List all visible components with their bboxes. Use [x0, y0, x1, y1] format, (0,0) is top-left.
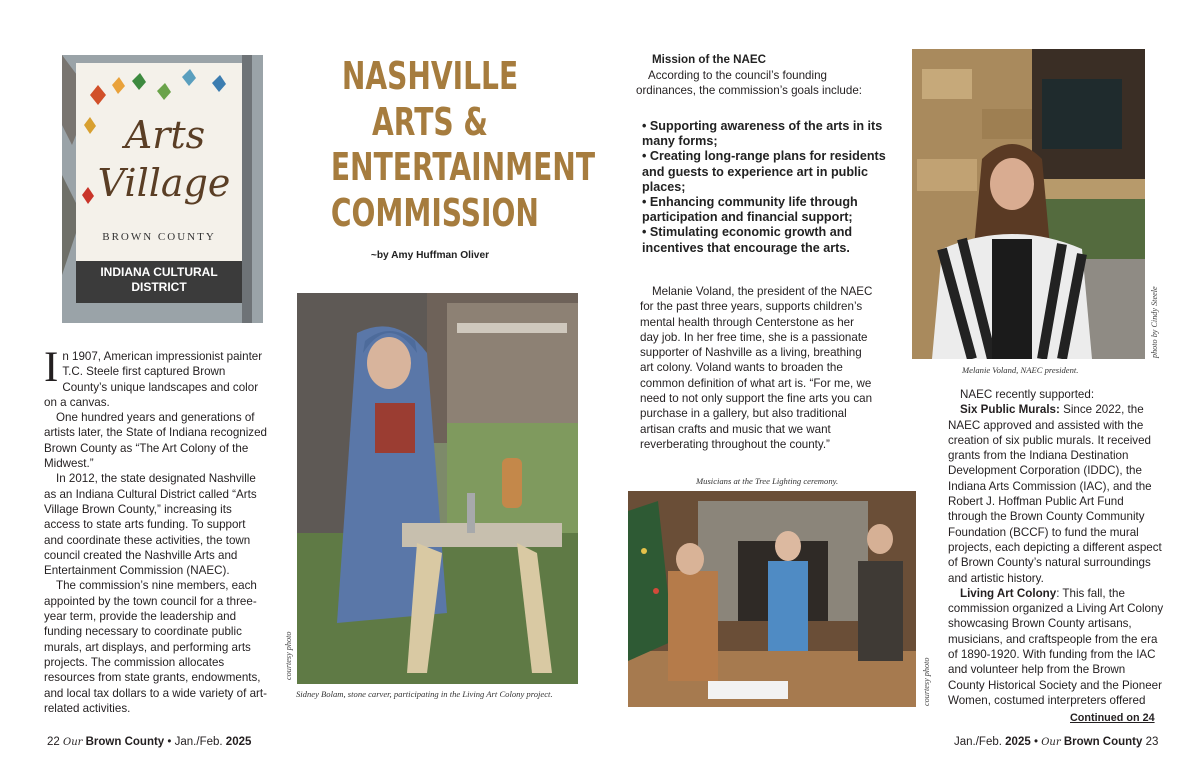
page-number-left: 22 — [47, 736, 60, 748]
mission-heading: Mission of the NAEC — [652, 53, 767, 66]
footer-date: Jan./Feb. — [954, 736, 1002, 748]
murals-paragraph — [948, 402, 1164, 586]
melanie-paragraph — [640, 284, 875, 452]
title-line-2: ARTS & — [372, 99, 488, 144]
article-title — [330, 54, 596, 236]
title-line-1: NASHVILLE — [341, 54, 519, 98]
stone-carver-photo — [297, 293, 578, 684]
mission-bullet-list — [642, 119, 892, 256]
footer-our-logo: Our — [1041, 737, 1061, 748]
mission-intro — [636, 68, 876, 99]
banner-county-text: BROWN COUNTY — [102, 231, 216, 243]
musicians-caption: Musicians at the Tree Lighting ceremony. — [696, 476, 839, 486]
title-line-3: ENTERTAINMENT — [330, 145, 596, 189]
banner-district-line1: INDIANA CULTURAL — [100, 265, 218, 279]
drop-cap: I — [44, 344, 59, 391]
footer-our-logo: Our — [63, 737, 83, 748]
banner-district-line2: DISTRICT — [131, 280, 187, 294]
musicians-photo — [628, 491, 916, 707]
byline: ~by Amy Huffman Oliver — [370, 250, 490, 261]
column-1-text — [44, 344, 267, 716]
mission-bullet: • Supporting awareness of the arts in its many forms; — [642, 119, 883, 149]
courtesy-credit-1: courtesy photo — [284, 631, 293, 680]
paragraph-3: In 2012, the state designated Nashville as an Indiana Cultural District called “Arts Village Brown County,” increasing its access to state arts funding. To support and coordinate these activities, the town council created the Nashville Arts and Entertainment Commission (NAEC). — [44, 472, 257, 578]
banner-arts-text: Arts — [124, 113, 206, 157]
melanie-caption: Melanie Voland, NAEC president. — [962, 365, 1079, 375]
footer-brand: Brown County — [85, 736, 165, 748]
banner-village-text: Village — [97, 161, 231, 205]
living-art-colony-label: Living Art Colony — [960, 586, 1057, 600]
paragraph-4: The commission’s nine members, each appointed by the town council for a three-year term, provide the leadership and funding necessary to coordinate public murals, art displays, and performing arts projects. The commission allocates resources from state grants, endowments, and local tax dollars to a wide variety of art-related activities. — [44, 579, 267, 715]
footer-year: 2025 — [1005, 736, 1031, 748]
paragraph-1: n 1907, American impressionist painter T.C. Steele first captured Brown County’s unique landscapes and color on a canvas. — [44, 350, 263, 409]
continued-link[interactable]: Continued on 24 — [1070, 712, 1155, 724]
living-art-colony-paragraph — [948, 586, 1164, 708]
footer-separator: • — [167, 736, 172, 748]
melanie-photo — [912, 49, 1145, 359]
courtesy-credit-2: courtesy photo — [922, 657, 931, 706]
mission-bullet: • Stimulating economic growth and incentives that encourage the arts. — [642, 225, 853, 255]
mission-bullet: • Enhancing community life through participation and financial support; — [642, 195, 858, 225]
mission-intro-text: According to the council’s founding ordinances, the commission’s goals include: — [636, 69, 862, 98]
column-4-text — [948, 387, 1164, 708]
photo-credit-cindy: photo by Cindy Steele — [1150, 286, 1159, 358]
stone-carver-caption: Sidney Bolam, stone carver, participating in the Living Art Colony project. — [296, 689, 553, 699]
paragraph-2: One hundred years and generations of artists later, the State of Indiana recognized Brown County as “The Art Colony of the Midwest.” — [44, 411, 267, 471]
title-line-4: COMMISSION — [330, 190, 539, 235]
intro-paragraph — [44, 344, 267, 410]
footer-year: 2025 — [225, 736, 252, 748]
living-art-colony-text: : This fall, the commission organized a Living Art Colony showcasing Brown County artisans, musicians, and craftspeople from the era of 1890-1920. With funding from the IAC and volunteer help from the Brown County Historical Society and the Pioneer Women, costumed interpreters offered — [948, 586, 1164, 707]
footer-left — [47, 736, 251, 748]
mission-bullet: • Creating long-range plans for residents and guests to experience art in public places; — [642, 149, 886, 194]
footer-date: Jan./Feb. — [174, 736, 223, 748]
footer-separator: • — [1033, 736, 1038, 748]
footer-right — [954, 736, 1158, 748]
page-number-right: 23 — [1145, 736, 1159, 748]
melanie-paragraph-text: Melanie Voland, the president of the NAEC for the past three years, supports children’s mental health through Centerstone as her day job. In her free time, she is a passionate supporter of Nashville as a living, breathing art colony. Voland wants to broaden the common definition of what art is. “For me, we need to not only support the fine arts you can purchase in a gallery, but also traditional artisan crafts and music that we want reverberating throughout the county.” — [640, 285, 873, 451]
arts-village-banner-photo — [62, 55, 263, 323]
footer-brand: Brown County — [1063, 736, 1143, 748]
murals-text: Since 2022, the NAEC approved and assisted with the creation of six public murals. It received grants from the Indiana Destination Development Corporation (IDDC), the Indiana Arts Commission (IAC), and the Robert J. Hoffman Public Art Fund through the Brown County Community Foundation (BCCF) to fund the mural projects, each depicting a different aspect of Brown County’s natural surroundings and artistic history. — [948, 403, 1162, 585]
naec-supported-intro: NAEC recently supported: — [960, 388, 1095, 401]
murals-label: Six Public Murals: — [960, 403, 1060, 417]
